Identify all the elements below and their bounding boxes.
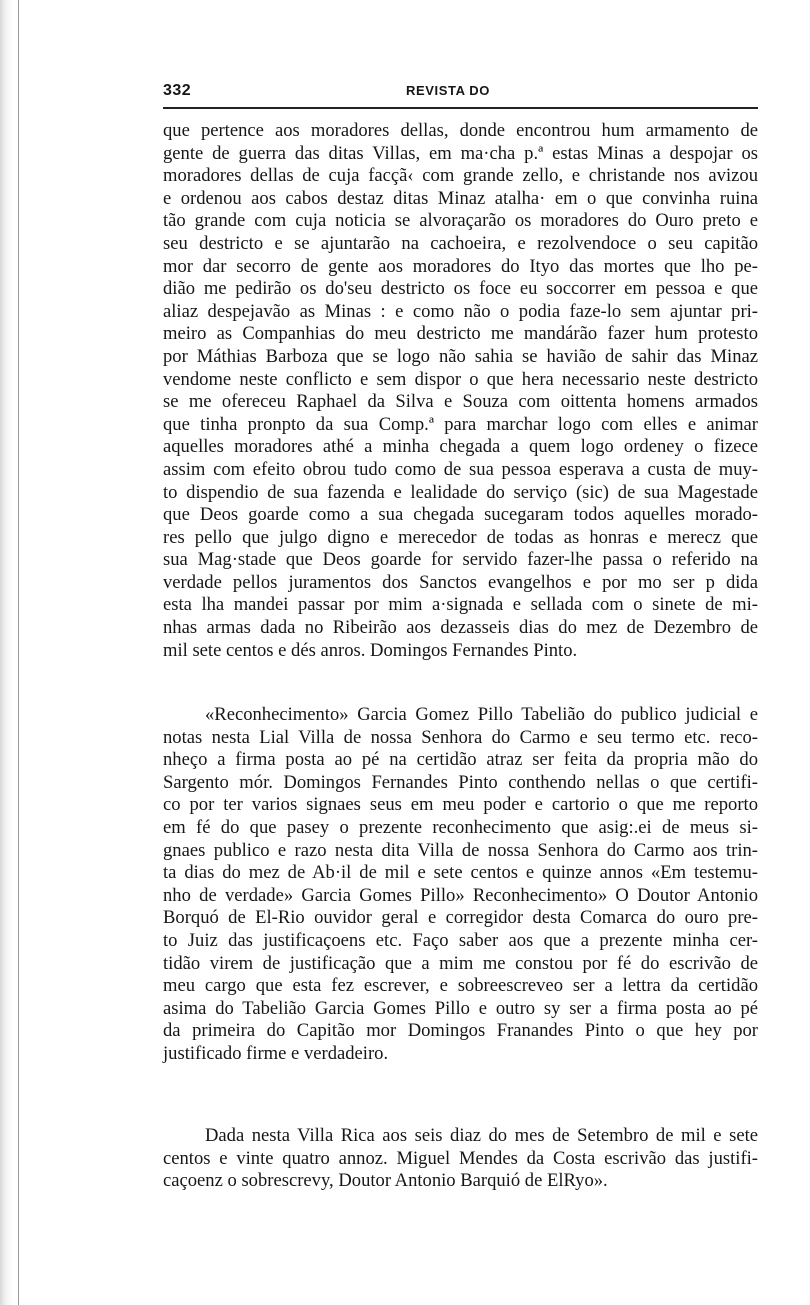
- text-line: Dada nesta Villa Rica aos seis diaz do mes de Setembro de mil e sete: [205, 1125, 758, 1146]
- text-line: aquelles moradores athé a minha chegada a quem logo ordeney o fizece: [163, 436, 758, 458]
- text-line: moradores dellas de cuja facçã‹ com grande zello, e christande nos avizou: [163, 165, 758, 187]
- text-line: verdade pellos juramentos dos Sanctos evangelhos e por mo ser p dida: [163, 571, 758, 593]
- text-line: vendome neste conflicto e sem dispor o que hera necessario neste destricto: [163, 368, 758, 390]
- text-line: por Máthias Barboza que se logo não sahia se havião de sahir das Minaz: [163, 345, 758, 367]
- text-line: seu destricto e se ajuntarão na cachoeira, e rezolvendoce o seu capitão: [163, 232, 758, 254]
- running-head: [163, 82, 758, 106]
- text-line: nho de verdade» Garcia Gomes Pillo» Reconhecimento» O Doutor Antonio: [163, 884, 758, 906]
- text-line: da primeira do Capitão mor Domingos Franandes Pinto o que hey por: [163, 1020, 758, 1042]
- text-line: que Deos goarde como a sua chegada sucegaram todos aquelles morado-: [163, 504, 758, 526]
- text-line: justificado firme e verdadeiro.: [163, 1042, 389, 1064]
- text-line: se me ofereceu Raphael da Silva e Souza com oittenta homens armados: [163, 391, 758, 413]
- text-line: sua Mag·stade que Deos goarde for servido fazer-lhe passa o referido na: [163, 549, 758, 571]
- binding-gutter-shadow: [0, 0, 24, 1305]
- text-line: to dispendio de sua fazenda e lealidade do serviço (sic) de sua Magestade: [163, 481, 758, 503]
- text-line: mor dar secorro de gente aos moradores do Ityo das mortes que lho pe-: [163, 255, 758, 277]
- text-line: asima do Tabelião Garcia Gomes Pillo e outro sy ser a firma posta ao pé: [163, 997, 758, 1019]
- text-line: caçoenz o sobrescrevy, Doutor Antonio Barquió de ElRyo».: [163, 1170, 608, 1192]
- text-line: tidão virem de justificação que a mim me constou por fé do escrivão de: [163, 952, 758, 974]
- page-number: 332: [163, 82, 192, 99]
- text-line: assim com efeito obrou tudo como de sua pessoa esperava a custa de muy-: [163, 458, 758, 480]
- text-line: Sargento mór. Domingos Fernandes Pinto conthendo nellas o que certifi-: [163, 771, 758, 793]
- text-line: aliaz despejavão as Minas : e como não o podia faze-lo sem ajuntar pri-: [163, 300, 758, 322]
- binding-gutter-line: [18, 0, 19, 1305]
- paragraph-certificate: [163, 120, 758, 662]
- text-line: que tinha pronpto da sua Comp.ª para marchar logo com elles e animar: [163, 413, 758, 435]
- text-line: mil sete centos e dés anros. Domingos Fernandes Pinto.: [163, 639, 578, 661]
- text-line: em fé do que pasey o prezente reconhecimento que asig:.ei de meus si-: [163, 816, 758, 838]
- text-line: to Juiz das justificaçoens etc. Faço saber aos que a prezente minha cer-: [163, 929, 758, 951]
- text-line: gnaes publico e razo nesta dita Villa de nossa Senhora do Carmo aos trin-: [163, 839, 758, 861]
- text-line: nhas armas dada no Ribeirão aos dezasseis dias do mez de Dezembro de: [163, 617, 758, 639]
- journal-title: REVISTA DO: [406, 83, 491, 98]
- text-line: Borquó de El-Rio ouvidor geral e corregidor desta Comarca do ouro pre-: [163, 907, 758, 929]
- paragraph-dada: [163, 1125, 758, 1193]
- text-line: tão grande com cuja noticia se alvoraçarão os moradores do Ouro preto e: [163, 210, 758, 232]
- paragraph-reconhecimento: [163, 704, 758, 1066]
- text-line: co por ter varios signaes seus em meu poder e cartorio o que me reporto: [163, 794, 758, 816]
- text-line: dião me pedirão os do'seu destricto os foce eu soccorrer em pessoa e que: [163, 278, 758, 300]
- text-line: e ordenou aos cabos destaz ditas Minaz atalha· em o que convinha ruina: [163, 187, 758, 209]
- header-rule: [163, 107, 758, 109]
- text-line: «Reconhecimento» Garcia Gomez Pillo Tabelião do publico judicial e: [205, 704, 758, 725]
- text-line: ta dias do mez de Ab·il de mil e sete centos e quinze annos «Em testemu-: [163, 862, 758, 884]
- text-line: que pertence aos moradores dellas, donde encontrou hum armamento de: [163, 120, 758, 141]
- text-line: esta lha mandei passar por mim a·signada e sellada com o sinete de mi-: [163, 594, 758, 616]
- text-line: centos e vinte quatro annoz. Miguel Mendes da Costa escrivão das justifi-: [163, 1147, 758, 1169]
- text-line: nheço a firma posta ao pé na certidão atraz ser feita da propria mão do: [163, 749, 758, 771]
- text-line: gente de guerra das ditas Villas, em ma·cha p.ª estas Minas a despojar os: [163, 142, 758, 164]
- text-line: notas nesta Lial Villa de nossa Senhora do Carmo e seu termo etc. reco-: [163, 726, 758, 748]
- text-line: meiro as Companhias do meu destricto me mandárão fazer hum protesto: [163, 323, 758, 345]
- text-line: res pello que julgo digno e merecedor de todas as honras e merecz que: [163, 526, 758, 548]
- text-line: meu cargo que esta fez escrever, e sobreescreveo ser a lettra da certidão: [163, 975, 758, 997]
